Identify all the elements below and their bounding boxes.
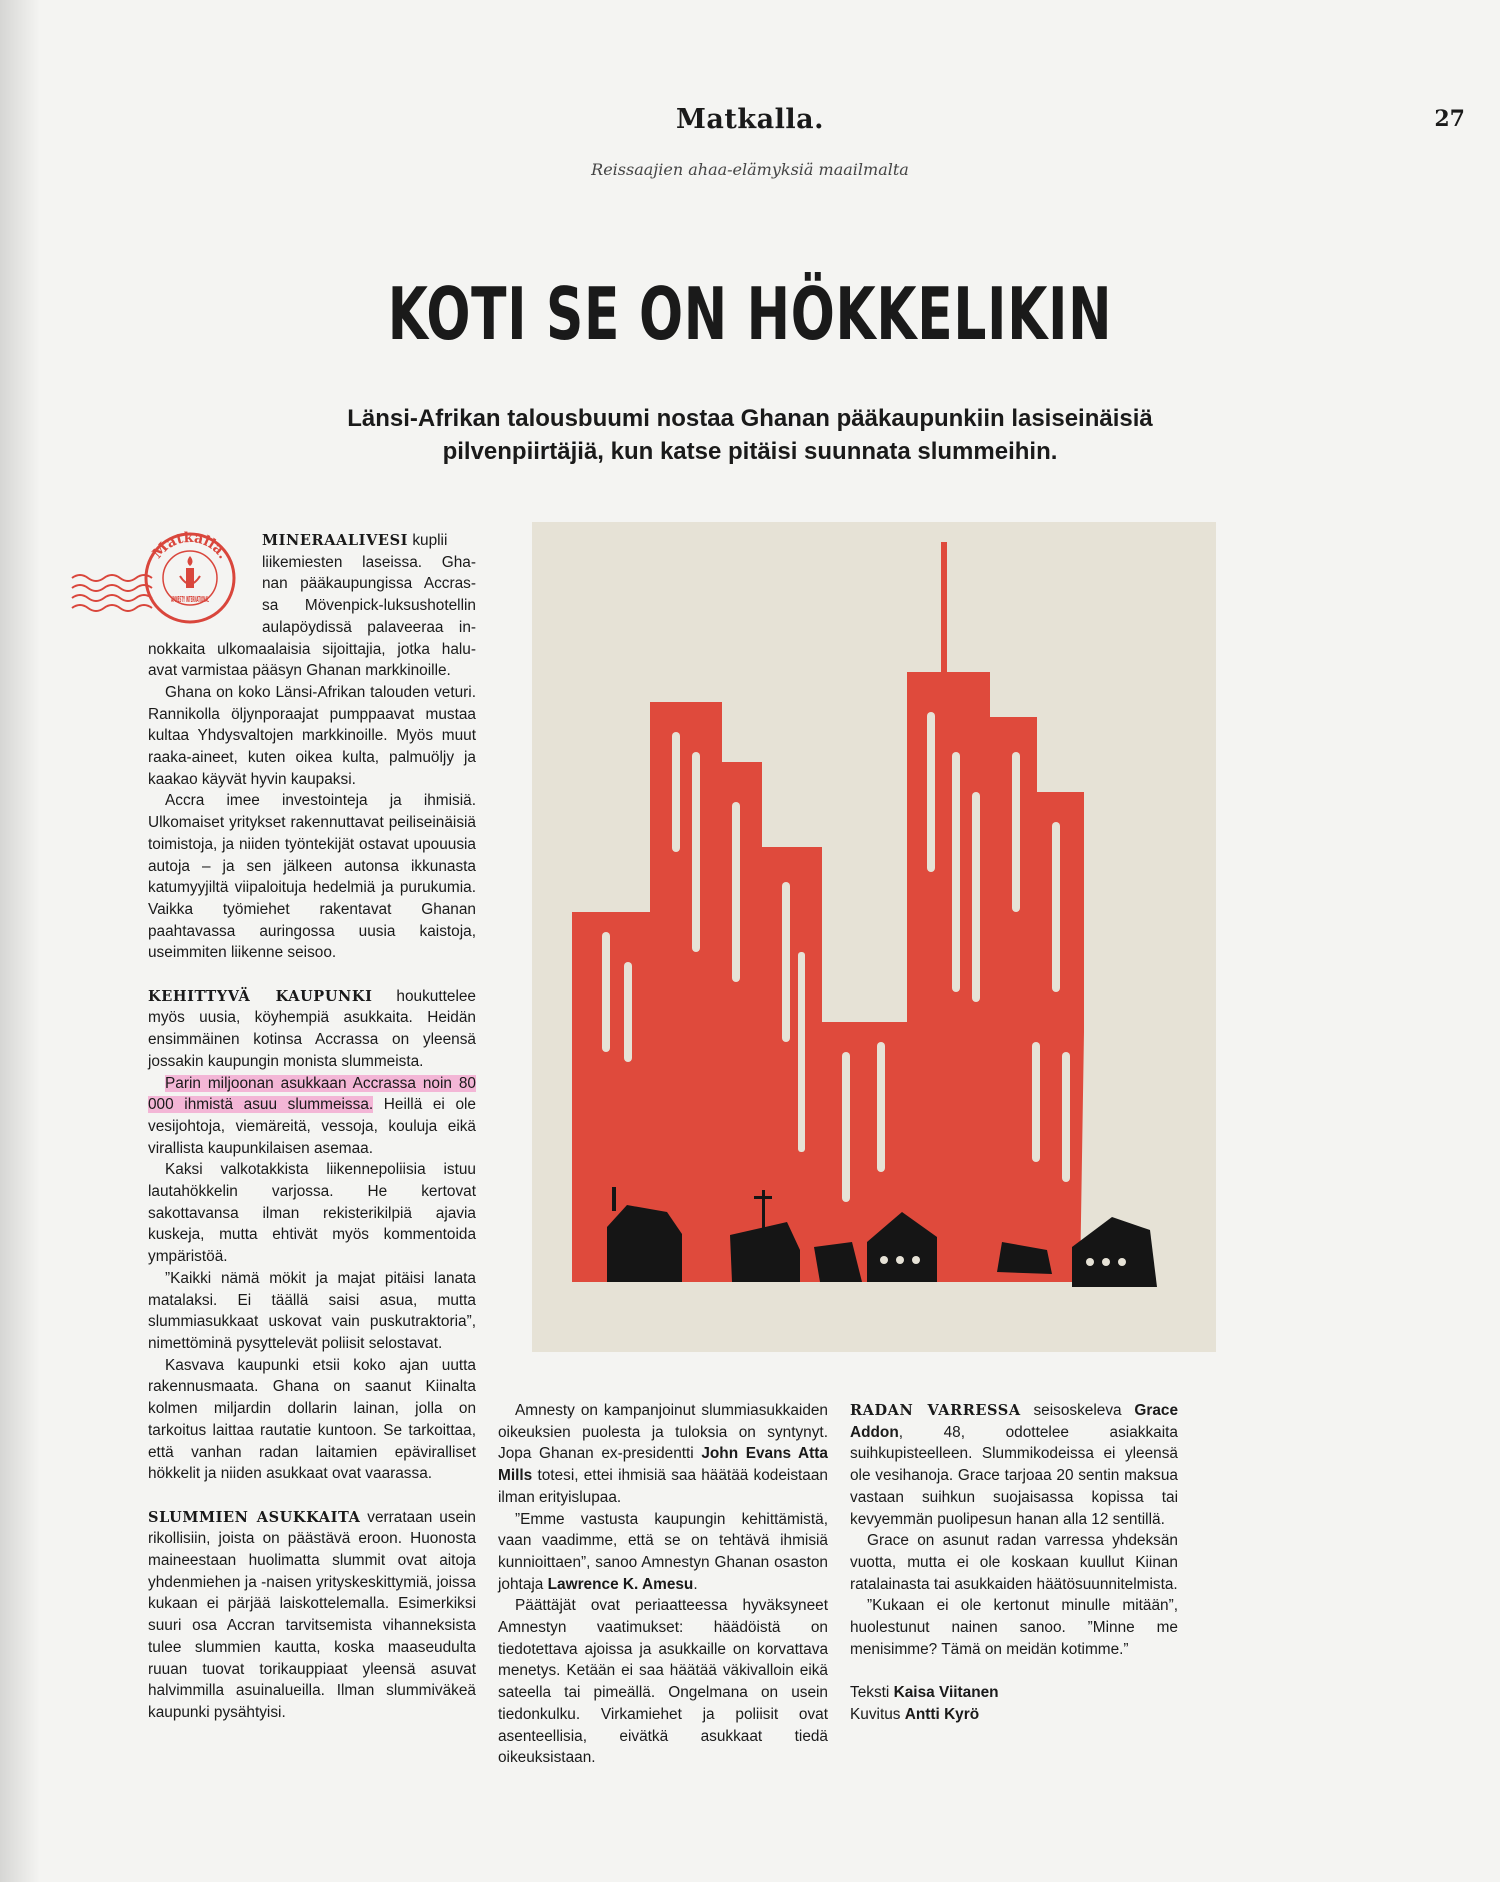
paragraph: Kasvava kaupunki etsii koko ajan uutta rakennusmaata. Ghana on saanut Kiinalta kolmen miljardin dollarin lainan, jolla on tarkoitus laittaa rautatie kuntoon. Se tarkoittaa, että vanhan radan laitamien epäviralliset hökkelit ja niiden asukkaat ovat vaarassa. xyxy=(148,1356,476,1483)
paragraph: Kaksi valkotakkista liikennepoliisia istuu lautahökkelin varjossa. He kertovat sakottavansa ilman rekisterikilpiä ajavia kuskeja, mutta ehtivät myös kommentoida ympäristöä. xyxy=(148,1161,476,1266)
person-name: Lawrence K. Amesu xyxy=(547,1575,694,1593)
postmark-wave-line xyxy=(72,595,152,601)
lead-in: MINERAALIVESI xyxy=(262,532,409,549)
author-name: Kaisa Viitanen xyxy=(893,1684,999,1702)
paragraph: ”Kukaan ei ole kertonut minulle mitään”, huolestunut nainen sanoo. ”Minne me menisimme? Tämä on meidän kotimme.” xyxy=(850,1597,1178,1658)
postmark-wave-line xyxy=(72,585,152,591)
section-title: Matkalla. xyxy=(676,104,824,135)
skyscraper-tower xyxy=(994,752,1004,912)
antenna xyxy=(941,542,947,674)
postmark-wave-line xyxy=(72,605,152,611)
city-skyline-illustration xyxy=(532,522,1216,1352)
paragraph: Päättäjät ovat periaatteessa hyväksyneet Amnestyn vaatimukset: häädöistä on tiedotettava ajoissa ja asukkaille on korvattava menetys. Ketään ei saa häätää väkivalloin eikä sateella tai pimeällä. Ongelmana on usein tiedonkulku. Virkamiehet ja poliisit ovat asenteellisia, eivätkä asukkaat tiedä oikeuksistaan. xyxy=(498,1597,828,1767)
article-column-3 xyxy=(850,1400,1178,1726)
person-name: Grace Addon xyxy=(850,1402,1178,1441)
postmark-text-bottom: AMNESTY INTERNATIONAL xyxy=(171,595,209,605)
lead-in: RADAN VARRESSA xyxy=(850,1402,1021,1419)
page-number: 27 xyxy=(1434,106,1465,132)
paragraph: SLUMMIEN ASUKKAITA verrataan usein rikollisiin, joista on päästävä eroon. Huonosta maineestaan huolimatta slummit ovat aitoja yhdenmiehen ja -naisen yrityskeskittymiä, joissa kukaan ei pärjää laiskottelemalla. Esimerkiksi suuri osa Accran tarvitsemista vihanneksista tulee slummien kautta, koska maaseudulta ruuan tuovat torikauppiaat yleensä asuvat halvimmilla asuinalueilla. Ilman slummiväkeä kaupunki pysähtyisi. xyxy=(148,1508,476,1721)
lead-in: SLUMMIEN ASUKKAITA xyxy=(148,1508,361,1526)
paragraph: KEHITTYVÄ KAUPUNKI houkuttelee myös uusia, köyhempiä asukkaita. Heidän ensimmäinen kotinsa Accrassa on yleensä jossakin kaupungin monista slummeista. xyxy=(148,987,476,1070)
hut-pole xyxy=(754,1196,772,1199)
postmark-text-top: Matkalla. xyxy=(149,529,231,562)
postmark-wave-line xyxy=(72,575,152,581)
lead-in: KEHITTYVÄ KAUPUNKI xyxy=(148,987,373,1005)
lede-line: Länsi-Afrikan talousbuumi nostaa Ghanan pääkaupunkiin lasiseinäisiä xyxy=(347,405,1153,432)
illustrator-name: Antti Kyrö xyxy=(904,1705,980,1723)
person-name: John Evans Atta Mills xyxy=(498,1445,828,1485)
page-gutter-shadow xyxy=(0,0,40,1882)
paragraph: ”Emme vastusta kaupungin kehittämistä, vaan vaadimme, että se on tehtävä ihmisiä kunnioittaen”, sanoo Amnestyn Ghanan osaston johtaja Lawrence K. Amesu. xyxy=(498,1510,828,1593)
paragraph: Parin miljoonan asukkaan Accrassa noin 80 000 ihmistä asuu slummeissa. Heillä ei ole vesijohtoja, viemäreitä, vessoja, kouluja eikä virallista kaupunkilaisen asemaa. xyxy=(148,1074,476,1157)
paragraph: Amnesty on kampanjoinut slummiasukkaiden oikeuksien puolesta ja tuloksia on syntynyt. Jopa Ghanan ex-presidentti John Evans Atta Mills totesi, ettei ihmisiä saa häätää kodeistaan ilman erityislupaa. xyxy=(498,1402,828,1506)
article-column-1: MINERAALIVESI kuplii liikemiesten laseissa. Gha- nan pääkaupungissa Accras- sa Mövenpick-luksushotellin aulapöydissä palaveeraa in- nokkaita ulkomaalaisia sijoittajia, jotka halu- avat varmistaa pääsyn Ghanan markkinoille. Ghana on koko Länsi-Afrikan talouden veturi. Rannikolla öljynporaajat pumppaavat mustaa kultaa Yhdysvaltojen markkinoille. Myös muut raaka-aineet, kuten oikea kulta, palmuöljy ja kaakao käyvät hyvin kaupaksi. Accra imee investointeja ja ihmisiä. Ulkomaiset yritykset rakennuttavat peiliseinäisiä toimistoja, ja niiden työntekijät ostavat upouusia autoja – ja sen jälkeen autonsa ikkunasta katumyyjiltä viipaloituja hedelmiä ja purukumia. Vaikka työmiehet rakentavat Ghanan paahtavassa auringossa uusia kaistoja, useimmiten liikenne seisoo. KEHITTYVÄ KAUPUNKI houkuttelee myös uusia, köyhempiä asukkaita. Heidän ensimmäinen kotinsa Accrassa on yleensä jossakin kaupungin monista slummeista. Parin miljoonan asukkaan Accrassa noin 80 000 ihmistä asuu slummeissa. Heillä ei ole vesijohtoja, viemäreitä, vessoja, kouluja eikä virallista kaupunkilaisen asemaa. Kaksi valkotakkista liikennepoliisia istuu lautahökkelin varjossa. He kertovat sakottavansa ilman rekisterikilpiä ajavia kuskeja, mutta ehtivät myös kommentoida ympäristöä. ”Kaikki nämä mökit ja majat pitäisi lanata matalaksi. Ei täällä saisi asua, mutta slummiasukkaat uskovat vain puskutraktoria”, nimettöminä pysyttelevät poliisit selostavat. Kasvava kaupunki etsii koko ajan uutta rakennusmaata. Ghana on saanut Kiinalta kolmen miljardin dollarin lainan, jolla on tarkoitus laittaa rautatie kuntoon. Se tarkoittaa, että vanhan radan laitamien epäviralliset hökkelit ja niiden asukkaat ovat vaarassa. SLUMMIEN ASUKKAITA verrataan usein rikollisiin, joista on päästävä eroon. Huonosta maineestaan huolimatta slummit ovat aitoja yhdenmiehen ja -naisen yrityskeskittymiä, joissa kukaan ei pärjää laiskottelemalla. Esimerkiksi suuri osa Accran tarvitsemista vihanneksista tulee slummien kautta, koska maaseudulta ruuan tuovat torikauppiaat yleensä asuvat halvimmilla asuinalueilla. Ilman slummiväkeä kaupunki pysähtyisi. xyxy=(148,530,476,1724)
paragraph: RADAN VARRESSA seisoskeleva Grace Addon, 48, odottelee asiakkaita suihkupisteelleen. Slummikodeissa ei yleensä ole vesihanoja. Grace tarjoaa 20 sentin maksua vastaan suihkun suojaisassa kopissa tai kevyemmän puolipesun hanan alla 12 sentillä. xyxy=(850,1402,1178,1528)
article-headline: KOTI SE ON HÖKKELIKIN xyxy=(387,272,1113,356)
hut-pole xyxy=(762,1190,765,1228)
article-lede xyxy=(250,402,1250,468)
byline: Teksti Kaisa Viitanen Kuvitus Antti Kyrö xyxy=(850,1684,999,1723)
paragraph: Accra imee investointeja ja ihmisiä. Ulkomaiset yritykset rakennuttavat peiliseinäisiä toimistoja, ja niiden työntekijät ostavat upouusia autoja – ja sen jälkeen autonsa ikkunasta katumyyjiltä viipaloituja hedelmiä ja purukumia. Vaikka työmiehet rakentavat Ghanan paahtavassa auringossa uusia kaistoja, useimmiten liikenne seisoo. xyxy=(148,792,476,962)
hut-chimney xyxy=(612,1187,616,1211)
highlighted-text: Parin miljoonan asukkaan Accrassa noin 80 000 ihmistä asuu slummeissa. xyxy=(148,1074,476,1114)
paragraph: ”Kaikki nämä mökit ja majat pitäisi lanata matalaksi. Ei täällä saisi asua, mutta slummiasukkaat uskovat vain puskutraktoria”, nimettöminä pysyttelevät poliisit selostavat. xyxy=(148,1269,476,1352)
section-subtitle: Reissaajien ahaa-elämyksiä maailmalta xyxy=(591,160,909,179)
article-column-2 xyxy=(498,1400,828,1769)
paragraph: Grace on asunut radan varressa yhdeksän vuotta, mutta ei ole koskaan kuullut Kiinan ratalainasta tai asukkaiden häätösuunnitelmista. xyxy=(850,1532,1178,1593)
paragraph: Ghana on koko Länsi-Afrikan talouden veturi. Rannikolla öljynporaajat pumppaavat mustaa kultaa Yhdysvaltojen markkinoille. Myös muut raaka-aineet, kuten oikea kulta, palmuöljy ja kaakao käyvät hyvin kaupaksi. xyxy=(148,683,476,788)
lede-line: pilvenpiirtäjiä, kun katse pitäisi suunnata slummeihin. xyxy=(442,438,1058,465)
skyscraper-tower xyxy=(1002,907,1074,997)
